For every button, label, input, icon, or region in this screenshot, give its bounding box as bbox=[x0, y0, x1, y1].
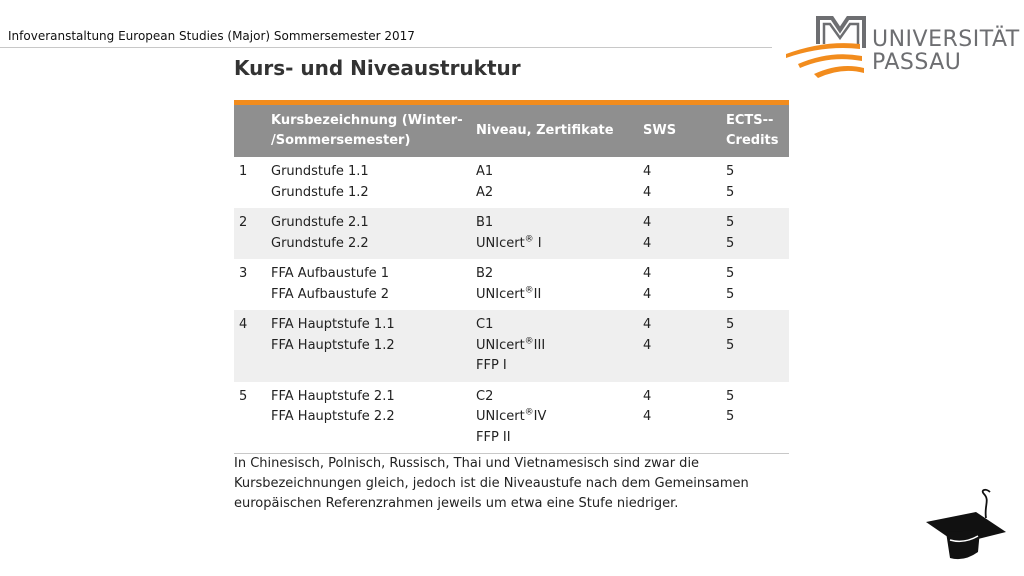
niveau-cell: FFP I bbox=[476, 358, 507, 373]
ects-cell: 5 bbox=[726, 235, 735, 251]
header-sws: SWS bbox=[643, 123, 677, 138]
ects-cell: 5 bbox=[726, 337, 735, 353]
kurs-cell: FFA Hauptstufe 2.2 bbox=[271, 409, 395, 424]
row-num: 1 bbox=[239, 164, 248, 179]
header-ects-line1: ECTS-- bbox=[726, 113, 774, 128]
ects-cell: 5 bbox=[726, 266, 735, 281]
header-title: Infoveranstaltung European Studies (Major) Sommersemester 2017 bbox=[8, 29, 415, 43]
row-kurs bbox=[271, 259, 476, 310]
row-sws bbox=[643, 310, 726, 382]
ects-cell: 5 bbox=[726, 317, 735, 332]
kurs-cell: Grundstufe 1.1 bbox=[271, 164, 369, 179]
row-niveau bbox=[476, 310, 643, 382]
table-row bbox=[234, 310, 789, 382]
header-ects-line2: Credits bbox=[726, 133, 779, 148]
ects-cell: 5 bbox=[726, 388, 735, 404]
sws-cell: 4 bbox=[643, 409, 652, 424]
header-kurs bbox=[271, 105, 476, 157]
table-row bbox=[234, 157, 789, 208]
niveau-cell: A1 bbox=[476, 164, 494, 179]
row-ects bbox=[726, 259, 789, 310]
header-ects bbox=[726, 105, 789, 157]
niveau-cell: UNIcert®IV bbox=[476, 407, 547, 424]
header-niveau: Niveau, Zertifikate bbox=[476, 123, 614, 138]
ects-cell: 5 bbox=[726, 286, 735, 302]
table-row bbox=[234, 208, 789, 259]
course-table-container bbox=[234, 100, 789, 454]
kurs-cell: FFA Aufbaustufe 2 bbox=[271, 286, 390, 302]
row-ects bbox=[726, 310, 789, 382]
ects-cell: 5 bbox=[726, 215, 735, 230]
sws-cell: 4 bbox=[643, 215, 652, 230]
niveau-cell: B1 bbox=[476, 215, 494, 230]
niveau-cell: UNIcert®III bbox=[476, 336, 546, 353]
row-sws bbox=[643, 382, 726, 454]
row-kurs bbox=[271, 208, 476, 259]
row-niveau bbox=[476, 259, 643, 310]
footnote-line: Kursbezeichnungen gleich, jedoch ist die Niveaustufe nach dem Gemeinsamen bbox=[234, 476, 749, 491]
sws-cell: 4 bbox=[643, 235, 652, 251]
table-row bbox=[234, 382, 789, 454]
logo-text-line1: UNIVERSITÄT bbox=[872, 27, 1020, 52]
footnote bbox=[234, 454, 774, 514]
row-kurs bbox=[271, 310, 476, 382]
row-ects bbox=[726, 157, 789, 208]
kurs-cell: Grundstufe 2.2 bbox=[271, 235, 369, 251]
sws-cell: 4 bbox=[643, 388, 652, 404]
header-kurs-line2: /Sommersemester) bbox=[271, 133, 411, 148]
row-niveau bbox=[476, 157, 643, 208]
niveau-cell: C1 bbox=[476, 317, 494, 332]
row-sws bbox=[643, 208, 726, 259]
sws-cell: 4 bbox=[643, 164, 652, 179]
header-kurs-line1: Kursbezeichnung (Winter- bbox=[271, 113, 463, 128]
row-ects bbox=[726, 208, 789, 259]
table-row bbox=[234, 259, 789, 310]
row-num: 3 bbox=[239, 266, 248, 281]
kurs-cell: Grundstufe 2.1 bbox=[271, 215, 369, 230]
kurs-cell: FFA Hauptstufe 1.1 bbox=[271, 317, 395, 332]
row-ects bbox=[726, 382, 789, 454]
kurs-cell: FFA Aufbaustufe 1 bbox=[271, 266, 390, 281]
row-num: 4 bbox=[239, 317, 248, 332]
kurs-cell: FFA Hauptstufe 2.1 bbox=[271, 388, 395, 404]
row-sws bbox=[643, 157, 726, 208]
kurs-cell: Grundstufe 1.2 bbox=[271, 184, 369, 200]
niveau-cell: UNIcert®II bbox=[476, 285, 542, 302]
sws-cell: 4 bbox=[643, 286, 652, 302]
passau-logo-icon bbox=[784, 14, 874, 82]
row-niveau bbox=[476, 208, 643, 259]
sws-cell: 4 bbox=[643, 266, 652, 281]
sws-cell: 4 bbox=[643, 184, 652, 200]
niveau-cell: C2 bbox=[476, 388, 494, 404]
university-logo bbox=[784, 14, 1020, 82]
sws-cell: 4 bbox=[643, 317, 652, 332]
course-table bbox=[234, 105, 789, 453]
header-num bbox=[234, 105, 271, 157]
footnote-line: In Chinesisch, Polnisch, Russisch, Thai und Vietnamesisch sind zwar die bbox=[234, 456, 700, 471]
footnote-line: europäischen Referenzrahmen jeweils um etwa eine Stufe niedriger. bbox=[234, 496, 679, 511]
niveau-cell: B2 bbox=[476, 266, 494, 281]
sws-cell: 4 bbox=[643, 337, 652, 353]
niveau-cell: A2 bbox=[476, 184, 494, 200]
ects-cell: 5 bbox=[726, 184, 735, 200]
niveau-cell: UNIcert® I bbox=[476, 234, 542, 251]
row-num: 2 bbox=[239, 215, 248, 230]
graduation-cap-icon bbox=[924, 488, 1008, 564]
row-niveau bbox=[476, 382, 643, 454]
logo-text-line2: PASSAU bbox=[872, 50, 962, 75]
table-header-row bbox=[234, 105, 789, 157]
kurs-cell: FFA Hauptstufe 1.2 bbox=[271, 337, 395, 353]
row-num: 5 bbox=[239, 388, 248, 404]
row-sws bbox=[643, 259, 726, 310]
niveau-cell: FFP II bbox=[476, 429, 511, 445]
ects-cell: 5 bbox=[726, 409, 735, 424]
ects-cell: 5 bbox=[726, 164, 735, 179]
slide-title: Kurs- und Niveaustruktur bbox=[234, 56, 521, 80]
row-kurs bbox=[271, 157, 476, 208]
row-kurs bbox=[271, 382, 476, 454]
header-divider bbox=[0, 47, 772, 48]
